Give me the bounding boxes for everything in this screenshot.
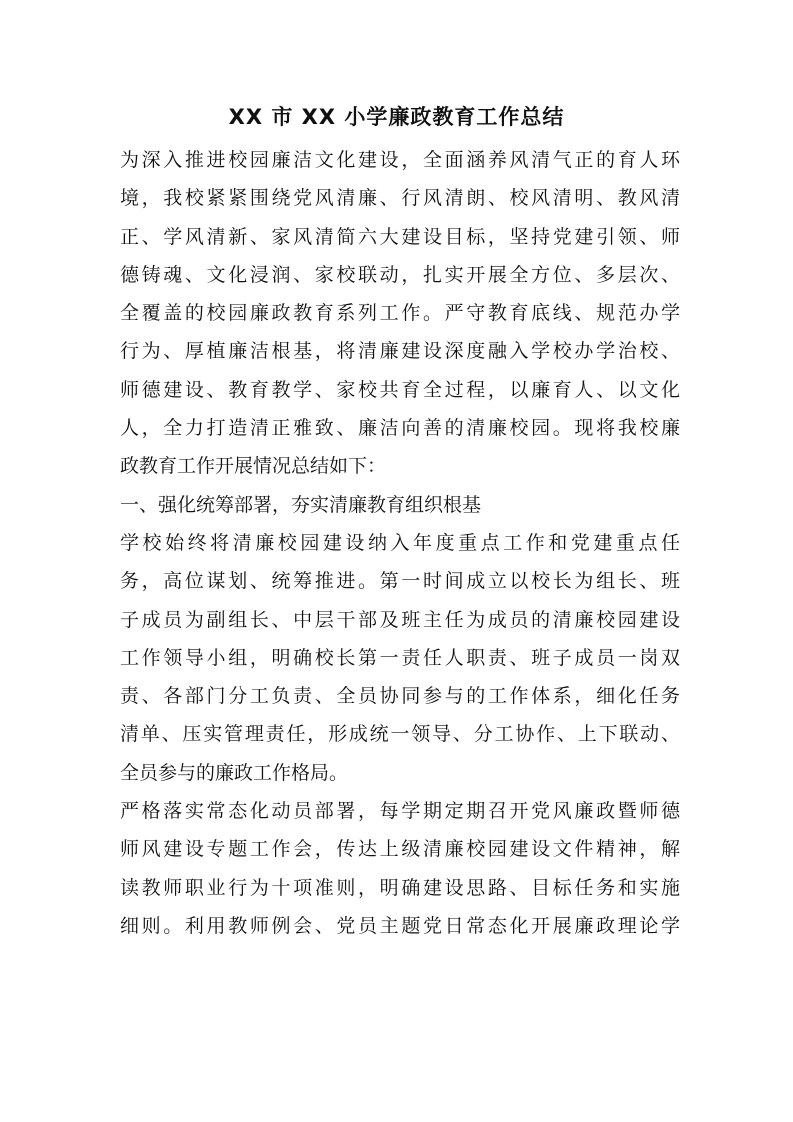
paragraph-line: 全员参与的廉政工作格局。 <box>120 761 349 784</box>
paragraph-line: 子成员为副组长、中层干部及班主任为成员的清廉校园建设 <box>120 608 680 631</box>
paragraph-line: 工作领导小组，明确校长第一责任人职责、班子成员一岗双 <box>120 646 680 669</box>
paragraph-line: 正、学风清新、家风清简六大建设目标，坚持党建引领、师 <box>120 225 680 248</box>
paragraph-line: 责、各部门分工负责、全员协同参与的工作体系，细化任务 <box>120 685 680 708</box>
paragraph-line: 严格落实常态化动员部署，每学期定期召开党风廉政暨师德 <box>120 800 680 823</box>
paragraph-line: 清单、压实管理责任，形成统一领导、分工协作、上下联动、 <box>120 723 680 746</box>
paragraph-line: 全覆盖的校园廉政教育系列工作。严守教育底线、规范办学 <box>120 302 680 325</box>
paragraph-line: 德铸魂、文化浸润、家校联动，扎实开展全方位、多层次、 <box>120 263 680 286</box>
section-heading: 一、强化统筹部署，夯实清廉教育组织根基 <box>120 493 482 516</box>
paragraph-line: 行为、厚植廉洁根基，将清廉建设深度融入学校办学治校、 <box>120 340 680 363</box>
paragraph-line: 人，全力打造清正雅致、廉洁向善的清廉校园。现将我校廉 <box>120 417 680 440</box>
document-body <box>120 141 680 945</box>
paragraph-line: 读教师职业行为十项准则，明确建设思路、目标任务和实施 <box>120 876 680 899</box>
document-title: XX 市 XX 小学廉政教育工作总结 <box>228 105 565 129</box>
paragraph-line: 学校始终将清廉校园建设纳入年度重点工作和党建重点任 <box>120 531 680 554</box>
paragraph-line: 务，高位谋划、统筹推进。第一时间成立以校长为组长、班 <box>120 570 680 593</box>
paragraph-line: 师德建设、教育教学、家校共育全过程，以廉育人、以文化 <box>120 378 680 401</box>
paragraph-line: 为深入推进校园廉洁文化建设，全面涵养风清气正的育人环 <box>120 149 680 171</box>
paragraph-line: 细则。利用教师例会、党员主题党日常态化开展廉政理论学 <box>120 914 680 937</box>
paragraph-line: 政教育工作开展情况总结如下： <box>120 455 387 478</box>
paragraph-line: 境，我校紧紧围绕党风清廉、行风清朗、校风清明、教风清 <box>120 187 680 210</box>
paragraph-line: 师风建设专题工作会，传达上级清廉校园建设文件精神，解 <box>120 838 680 861</box>
